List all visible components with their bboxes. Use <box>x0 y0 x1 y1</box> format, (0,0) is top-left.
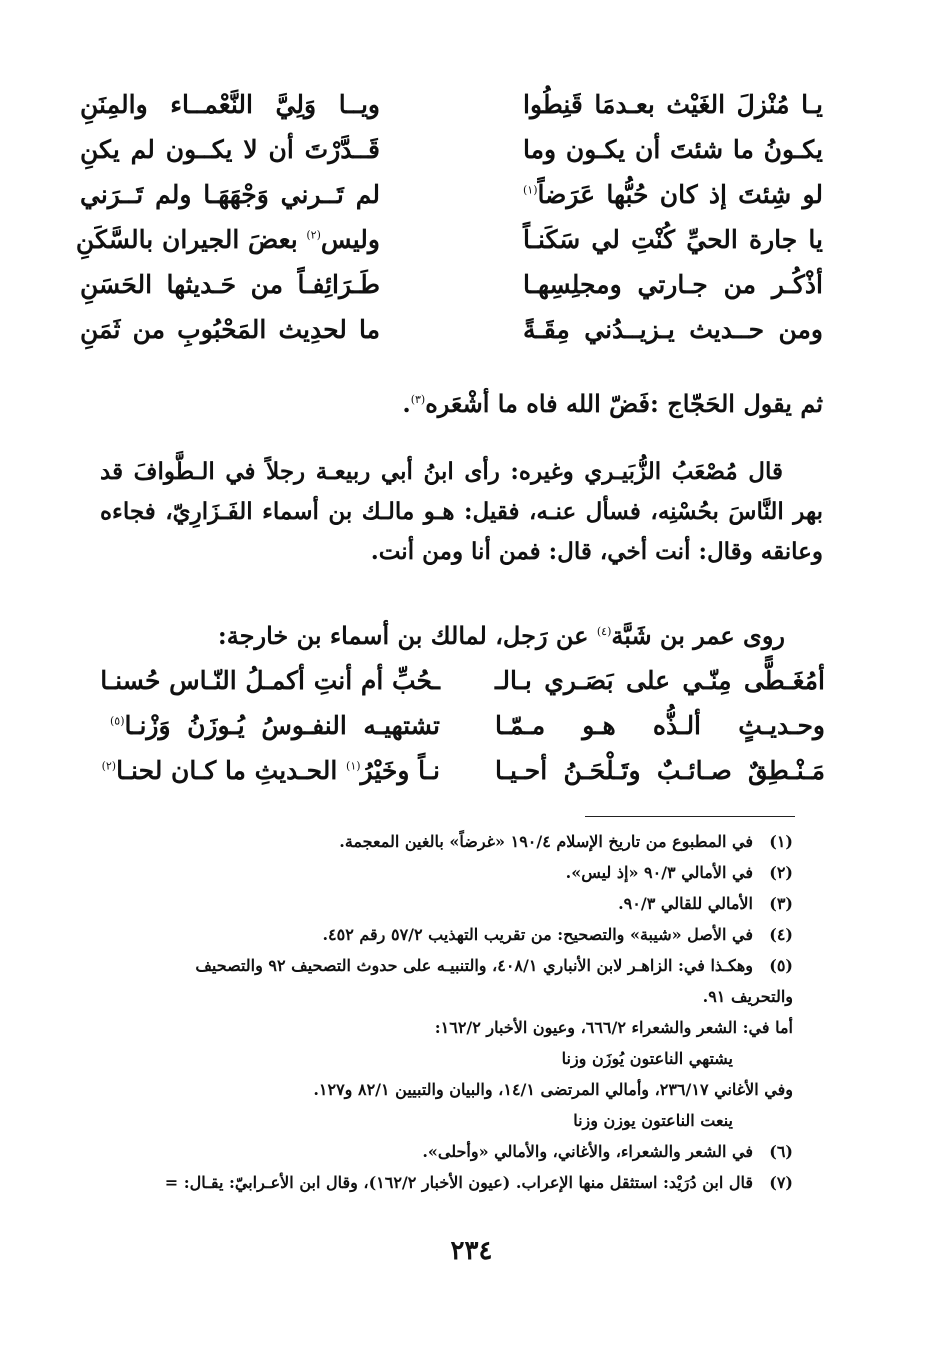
footnote-marker: (٥) <box>110 714 125 728</box>
verse-hemistich-left: طَـرَائِفـاً من حَـديثها الحَسَنِ <box>80 270 380 299</box>
footnote-text: في الأصل «شيبة» والتصحيح: من تقريب التهذيب ٥٧/٢ رقم ٤٥٢. <box>322 925 753 944</box>
footnote-marker: (٢) <box>306 228 321 242</box>
verse-text: بعضَ الجيران بالسَّكَنِ <box>75 225 298 254</box>
verse-text: الحـديثِ ما كـان لحنـا <box>116 756 347 785</box>
verse-hemistich-right: أذْكُـر من جـارتي ومجلِسِهـا <box>523 270 823 299</box>
footnote-text: في الشعر والشعراء، والأغاني، والأمالي «وأحلى». <box>422 1142 753 1161</box>
verse-row <box>80 262 823 307</box>
verse-hemistich-left: قَــدَّرْتَ أن لا يكــون لم يكنِ <box>80 135 380 164</box>
footnote-separator <box>585 816 795 817</box>
prose-text: عن رَجل، لمالك بن أسماء بن خارجة: <box>217 621 597 650</box>
verse-hemistich-right: يا جارة الحيِّ كُنْتِ لي سَكَنـاً <box>523 225 823 254</box>
footnote-number: (٢) <box>769 863 793 882</box>
footnote-5-source-b: وفي الأغاني ٢٣٦/١٧، وأمالي المرتضى ١٤/١، والبيان والتبيين ٨٢/١ و١٢٧. <box>313 1080 793 1099</box>
verse-hemistich-right: مَـنْـطِقٌ صـائـبٌ وتَـلْحَـنُ أحـيـا <box>495 756 825 785</box>
verse-hemistich-left <box>110 713 440 738</box>
verse-row <box>80 127 823 172</box>
footnote-text: الأمالي للقالي ٩٠/٣. <box>618 894 753 913</box>
footnote-marker: (٣) <box>410 393 426 406</box>
verse-hemistich-right: ومن حــديث يـزيــدُني مِقَـةً <box>523 315 823 344</box>
footnote-5 <box>30 950 793 981</box>
verse-hemistich-left: ما لحدِيث المَحْبُوبِ من ثَمَنِ <box>80 315 380 344</box>
footnote-5-verse-b: ينعت الناعتون يوزن وزنا <box>573 1111 733 1130</box>
footnote-3 <box>90 888 793 919</box>
footnote-marker: (١) <box>523 183 538 197</box>
paragraph-musab <box>100 452 823 572</box>
paragraph-line: بهر النَّاسَ بحُسْنِه، فسأل عنـه، فقيل: هـو مالـك بن أسماء الفَـزَارِيّ، فجاءه <box>100 498 823 525</box>
verse-row <box>80 307 823 352</box>
footnote-6 <box>90 1136 793 1167</box>
verse-row <box>100 658 825 703</box>
verse-hemistich-left <box>75 225 380 254</box>
footnote-number: (٥) <box>769 956 793 975</box>
verse-row <box>75 217 823 262</box>
footnote-2 <box>90 857 793 888</box>
footnote-number: (٧) <box>769 1173 793 1192</box>
footnote-marker: (٤) <box>596 625 612 638</box>
footnote-5-continuation: والتحريف ٩١. <box>702 987 793 1006</box>
prose-text: روى عمر بن شَبَّة <box>611 621 785 650</box>
verse-row <box>80 82 823 127</box>
verse-hemistich-left: ويــا وَلِيَّ النَّعْمــاء والمِنَنِ <box>80 90 380 119</box>
poem-2 <box>100 658 825 793</box>
verse-row <box>80 172 823 217</box>
poem-2-intro <box>140 612 785 656</box>
footnote-marker: (٢) <box>101 759 117 773</box>
footnote-number: (٦) <box>769 1142 793 1161</box>
footnote-number: (٣) <box>769 894 793 913</box>
verse-text: لو شِئتَ إذ كان حُبُّها عَرَضاً <box>537 180 823 209</box>
footnote-1 <box>90 826 793 857</box>
footnote-text: في الأمالي ٩٠/٣ «إذ ليس». <box>565 863 753 882</box>
paragraph-line: وعانقه وقال: أنت أخي، قال: فمن أنا ومن أنت. <box>370 538 823 565</box>
verse-hemistich-right <box>523 182 823 207</box>
footnote-text: في المطبوع من تاريخ الإسلام ١٩٠/٤ «غرضاً» بالغين المعجمة. <box>339 832 753 851</box>
verse-row <box>110 703 825 748</box>
paragraph-line: قال مُصْعَبُ الزُّبَيـري وغيره: رأى ابنُ أبي ربيعـة رجلاً في الـطَّوافَ قد <box>100 458 783 485</box>
verse-hemistich-right: أمُغَـطًّى مِنّـي على بَصَـري بـالـ <box>495 666 825 695</box>
verse-hemistich-left: ـحُبِّ أم أنتِ أكمـلُ النّـاس حُسنـا <box>100 666 440 695</box>
verse-text: تشتهيـه النفـوسُ يُـوزَنُ وَزْنـا <box>124 711 440 740</box>
footnote-marker: (١) <box>346 759 361 773</box>
verse-hemistich-left <box>101 756 440 785</box>
page-number: ٢٣٤ <box>450 1236 493 1266</box>
verse-hemistich-right: يكـونُ ما شئتَ أن يكـون وما <box>523 135 823 164</box>
hajjaj-line: ثم يقول الحَجّاج :فَضّ الله فاه ما أشْعَره$^{(٣)}$. <box>402 389 823 418</box>
footnote-5-verse-a: يشتهي الناعتون يُوزَن وزنا <box>561 1049 733 1068</box>
footnote-text: قال ابن دُرَيْد: استثقل منها الإعراب. (عيون الأخبار ١٦٢/٢)، وقال ابن الأعـرابيّ: يقـال: = <box>164 1173 753 1192</box>
verse-row <box>101 748 825 793</box>
footnote-4 <box>90 919 793 950</box>
footnotes <box>90 826 793 1198</box>
poem-1 <box>75 82 823 352</box>
footnote-5-source-a: أما في: الشعر والشعراء ٦٦٦/٢، وعيون الأخبار ١٦٢/٢: <box>434 1018 793 1037</box>
footnote-text: وهكـذا في: الزاهـر لابن الأنباري ٤٠٨/١، والتنبيـه على حدوث التصحيف ٩٢ والتصحيف <box>195 956 753 975</box>
verse-hemistich-left: لم تَــرني وَجْهَهَـا ولم تَــرَني <box>80 180 380 209</box>
footnote-7 <box>30 1167 793 1198</box>
verse-text: وليس <box>320 225 380 254</box>
verse-text: نـاً وخَيْرُ <box>360 756 440 785</box>
footnote-number: (٤) <box>769 925 793 944</box>
footnote-number: (١) <box>769 832 793 851</box>
verse-hemistich-right: يـا مُنْزلَ الغَيْث بعـدمَا قَنِطُوا <box>523 90 823 119</box>
verse-hemistich-right: وحـديـثٍ ألـذُّه هـو مـمّـا <box>495 711 825 740</box>
prose-text: ثم يقول الحَجّاج :فَضّ الله فاه ما أشْعَره <box>425 389 823 418</box>
